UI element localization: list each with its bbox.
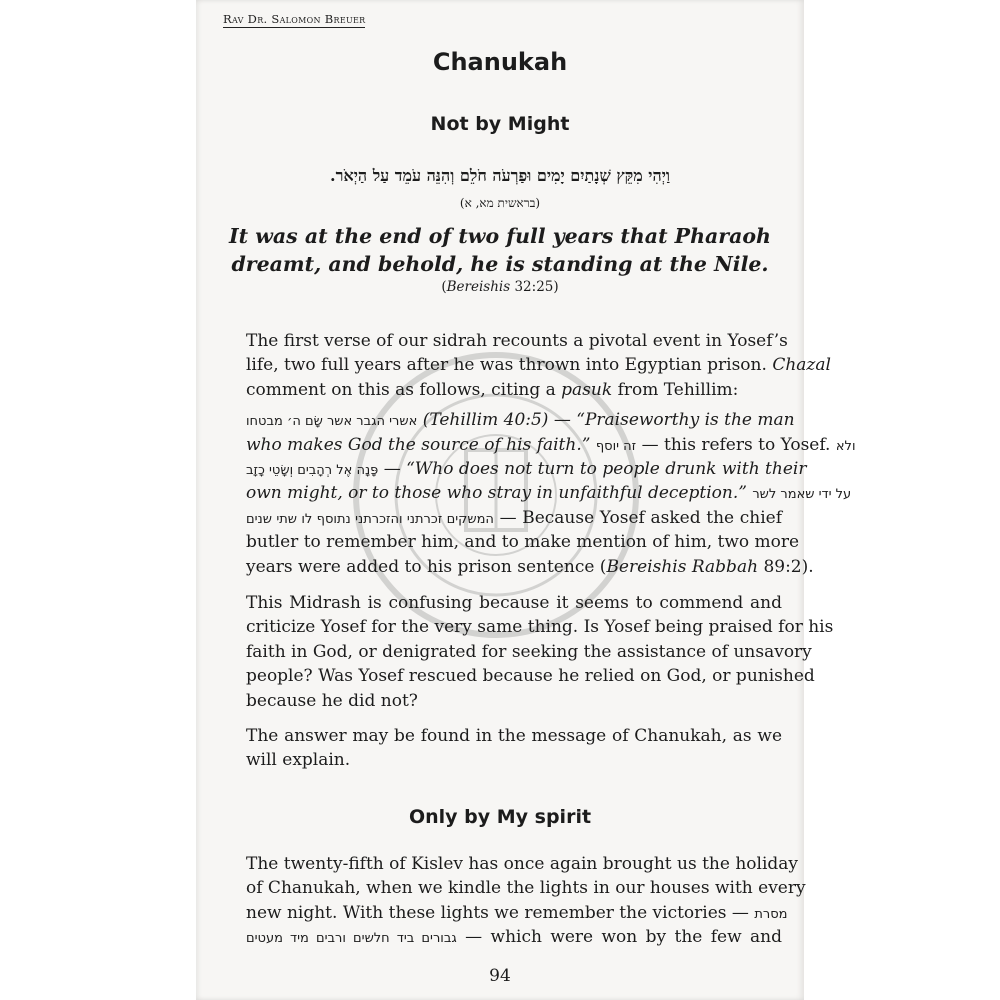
hebrew-quote: ולא — [835, 438, 856, 454]
paragraph-line — [246, 329, 788, 353]
hebrew-quote: זה יוסף — [595, 438, 637, 454]
hebrew-quote: על ידי שאמר לשר — [752, 487, 852, 503]
paragraph-line: The twenty-fifth of Kislev has once again brought us the holiday — [246, 854, 799, 874]
paragraph-line: faith in God, or denigrated for seeking the assistance of unsavory — [246, 641, 812, 662]
text-run: The first verse of our sidrah recounts a pivotal event in Yosef’s — [246, 331, 788, 351]
italic-term: Chazal — [772, 355, 831, 376]
italic-quote: own might, or to those who stray in unfaithful deception.” — [246, 483, 747, 504]
verse-citation: (Bereishis 32:25) — [441, 279, 559, 295]
section-title-only-by-my-spirit: Only by My spirit — [408, 806, 592, 828]
paragraph-line — [246, 555, 814, 579]
italic-quote: — “Who does not turn to people drunk with their — [383, 458, 807, 479]
text-run: life, two full years after he was thrown into Egyptian prison. — [246, 355, 767, 376]
paragraph-line — [246, 481, 852, 505]
hebrew-verse: וַיְהִי מִקֵּץ שְׁנָתַיִם יָמִים וּפַרְעֹה חֹלֵם וְהִנֵּה עֹמֵד עַל הַיְאֹר. — [330, 166, 670, 185]
hebrew-quote: גבורים ביד חלשים ורבים מיד מעטים — [246, 931, 457, 947]
text-run: — Because Yosef asked the chief — [499, 507, 782, 528]
text-run: 89:2). — [763, 556, 814, 577]
hebrew-quote: מסרת — [754, 906, 788, 922]
paragraph-midrash-question — [246, 591, 834, 713]
verse-translation — [226, 222, 774, 278]
paragraph-line: criticize Yosef for the very same thing. Is Yosef being praised for his — [246, 617, 834, 638]
paragraph-intro — [246, 329, 856, 579]
text-run: new night. With these lights we remember the victories — — [246, 902, 749, 923]
citation: (Tehillim 40:5) — — [422, 410, 571, 431]
paragraph-line — [246, 506, 782, 530]
paragraph-line: people? Was Yosef rescued because he relied on God, or punished — [246, 666, 815, 687]
paragraph-line — [246, 408, 795, 432]
verse-citation-ref: 32:25 — [514, 279, 554, 295]
hebrew-verse-source: (בראשית מא, א) — [459, 196, 541, 210]
verse-citation-book: Bereishis — [446, 279, 511, 295]
verse-translation-line: It was at the end of two full years that Pharaoh — [229, 224, 771, 248]
paragraph-line — [246, 925, 782, 949]
text-run: — this refers to Yosef. — [641, 434, 831, 455]
hebrew-quote: אשרי הגבר אשר שָׂם ה׳ מבטחו — [246, 414, 418, 430]
hebrew-quote: המשקים זכרתני והזכרתני נתוסף לו שתי שנים — [246, 511, 494, 527]
paragraph-line: of Chanukah, when we kindle the lights in our houses with every — [246, 878, 806, 899]
italic-term: Bereishis Rabbah — [606, 556, 759, 577]
paragraph-line: because he did not? — [246, 690, 418, 711]
paragraph-line — [246, 433, 856, 457]
section-title-not-by-might: Not by Might — [430, 113, 570, 135]
verse-translation-line: dreamt, and behold, he is standing at the Nile. — [231, 252, 769, 276]
text-run: years were added to his prison sentence ( — [246, 556, 607, 577]
text-run: comment on this as follows, citing a — [246, 379, 556, 400]
italic-quote: “Praiseworthy is the man — [576, 410, 795, 431]
italic-quote: who makes God the source of his faith.” — [246, 434, 591, 455]
paragraph-kislev — [246, 852, 806, 950]
paragraph-line: will explain. — [246, 750, 351, 771]
paragraph-line — [246, 530, 800, 554]
paragraph-answer — [246, 724, 782, 773]
paragraph-line — [246, 901, 788, 925]
paragraph-line: This Midrash is confusing because it seems to commend and — [246, 593, 782, 613]
paragraph-line — [246, 457, 807, 481]
text-run: from Tehillim: — [617, 379, 739, 400]
paragraph-line — [246, 353, 831, 377]
chapter-title: Chanukah — [432, 48, 568, 76]
italic-term: pasuk — [561, 379, 613, 400]
text-run: butler to remember him, and to make mention of him, two more — [246, 532, 800, 553]
running-head: Rav Dr. Salomon Breuer — [223, 12, 366, 26]
hebrew-quote: פָּנָה אֶל רְהָבִים וְשָׂטֵי כָזָב — [246, 462, 379, 478]
paragraph-line: The answer may be found in the message of Chanukah, as we — [246, 726, 782, 746]
book-page — [196, 0, 856, 1000]
paragraph-line — [246, 378, 782, 402]
text-run: — which were won by the few and — [465, 927, 782, 948]
page-number: 94 — [489, 966, 511, 986]
